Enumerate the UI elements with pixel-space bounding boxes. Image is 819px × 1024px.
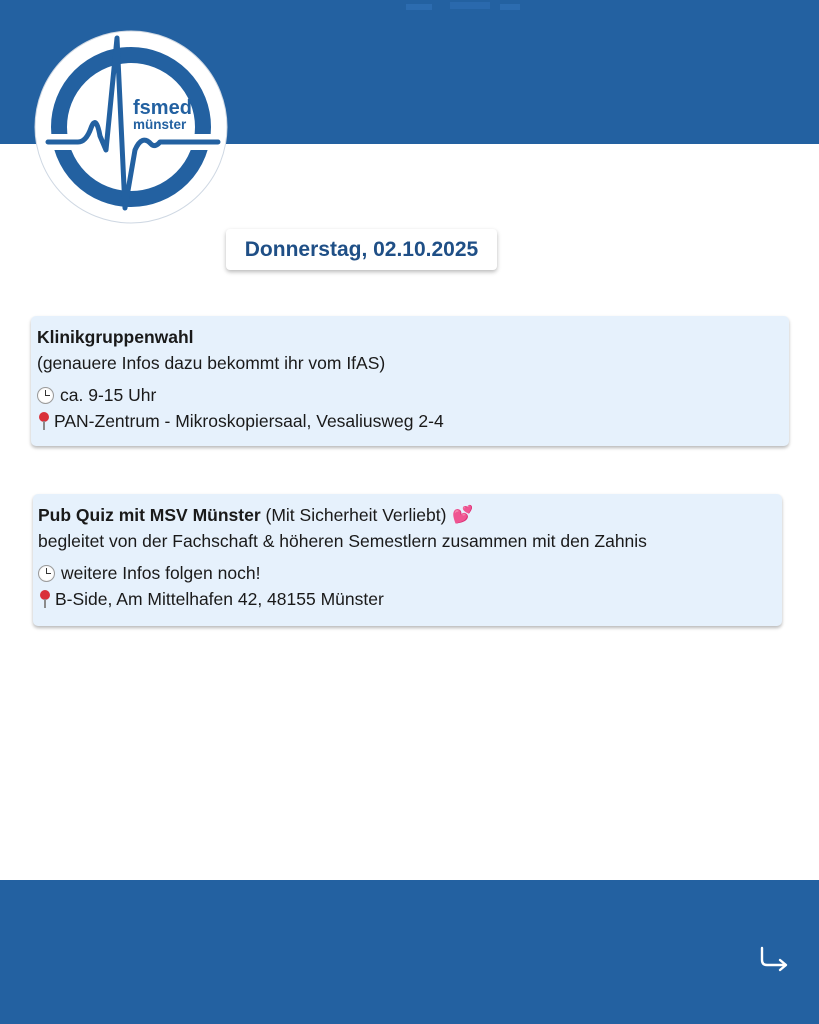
logo-text-muenster: münster (133, 117, 187, 132)
event-location-text: B-Side, Am Mittelhafen 42, 48155 Münster (55, 589, 384, 609)
event-title (38, 502, 782, 528)
return-arrow-icon[interactable] (758, 944, 792, 974)
event-time-text: weitere Infos folgen noch! (61, 563, 261, 583)
date-heading: Donnerstag, 02.10.2025 (226, 229, 497, 270)
event-time (38, 560, 782, 586)
two-hearts-icon: 💕 (452, 505, 474, 524)
event-time-text: ca. 9-15 Uhr (60, 385, 157, 405)
pin-icon (38, 589, 52, 609)
event-title-text: Klinikgruppenwahl (37, 327, 194, 347)
event-location (38, 586, 782, 612)
event-title (37, 324, 789, 350)
fsmed-logo (34, 30, 228, 224)
clock-icon (37, 387, 54, 404)
event-location-text: PAN-Zentrum - Mikroskopiersaal, Vesaliusweg 2-4 (54, 411, 444, 431)
event-description: begleitet von der Fachschaft & höheren Semestlern zusammen mit den Zahnis (38, 531, 647, 551)
event-card (33, 494, 782, 626)
event-location (37, 408, 789, 434)
footer-band (0, 880, 819, 1024)
event-time (37, 382, 789, 408)
event-title-text: Pub Quiz mit MSV Münster (38, 505, 261, 525)
event-card (31, 316, 789, 446)
pin-icon (37, 411, 51, 431)
clock-icon (38, 565, 55, 582)
event-description: (genauere Infos dazu bekommt ihr vom IfAS) (37, 353, 386, 373)
event-title-suffix: (Mit Sicherheit Verliebt) (260, 505, 447, 525)
header-decoration (400, 0, 530, 14)
logo-text-fsmed: fsmed (133, 97, 192, 119)
